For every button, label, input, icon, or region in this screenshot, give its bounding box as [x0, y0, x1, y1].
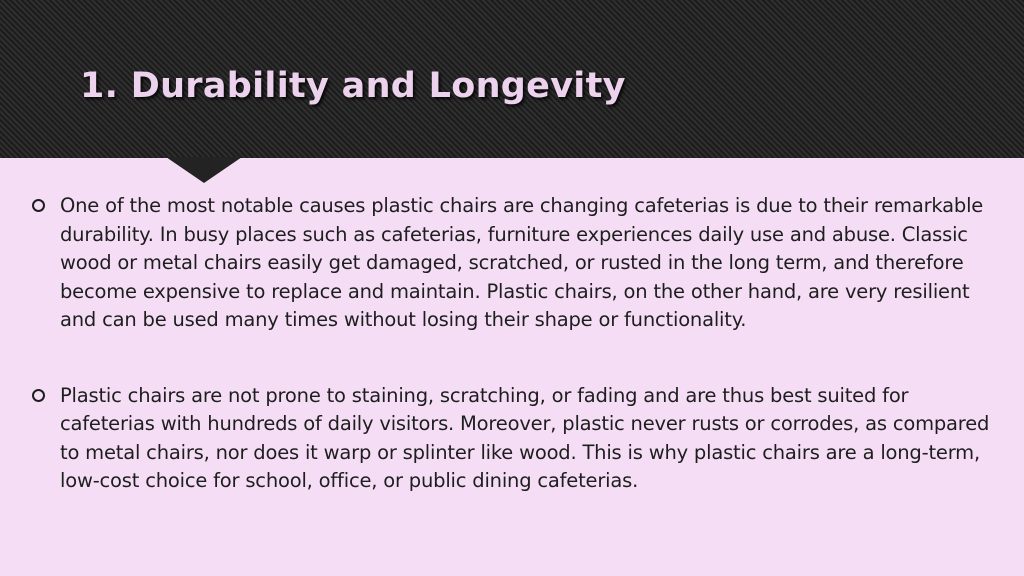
bullet-item	[30, 382, 1000, 496]
title-banner	[0, 0, 1024, 158]
title-banner-notch	[166, 157, 242, 183]
hollow-circle-bullet-icon	[32, 199, 45, 212]
bullet-text: One of the most notable causes plastic chairs are changing cafeterias is due to their remarkable durability. In busy places such as cafeterias, furniture experiences daily use and abuse. Classic wood or metal chairs easily get damaged, scratched, or rusted in the long term, and therefore become expensive to replace and maintain. Plastic chairs, on the other hand, are very resilient and can be used many times without losing their shape or functionality.	[60, 194, 984, 331]
hollow-circle-bullet-icon	[32, 389, 45, 402]
bullet-text: Plastic chairs are not prone to staining, scratching, or fading and are thus best suited for cafeterias with hundreds of daily visitors. Moreover, plastic never rusts or corrodes, as compared to metal chairs, nor does it warp or splinter like wood. This is why plastic chairs are a long-term, low-cost choice for school, office, or public dining cafeterias.	[60, 383, 990, 492]
bullet-item	[30, 192, 1000, 335]
bullet-list	[30, 192, 1000, 496]
slide-title: 1. Durability and Longevity	[80, 66, 626, 106]
